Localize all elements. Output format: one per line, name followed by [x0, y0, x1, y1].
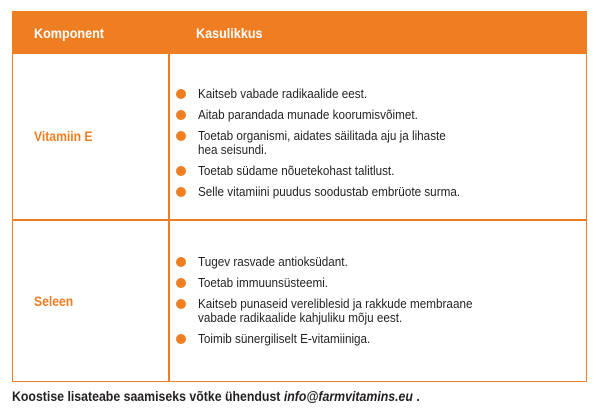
footer-period: .	[416, 388, 420, 404]
footer-text: Koostise lisateabe saamiseks võtke ühendust	[12, 388, 281, 404]
bullet-icon	[176, 278, 186, 288]
benefit-text: Toetab organismi, aidates säilitada aju ja lihaste hea seisundi.	[198, 128, 446, 157]
benefit-text: Kaitseb vabade radikaalide eest.	[198, 86, 368, 101]
benefit-item	[174, 332, 598, 346]
benefit-item	[174, 108, 598, 122]
bullet-icon	[176, 257, 186, 267]
ingredients-table	[12, 11, 587, 382]
benefit-text: Toetab südame nõuetekohast talitlust.	[198, 163, 395, 178]
benefit-list	[174, 255, 598, 353]
benefit-list	[174, 87, 598, 206]
benefit-text: Aitab parandada munade koorumisvõimet.	[198, 107, 418, 122]
component-name: Seleen	[34, 293, 74, 309]
benefit-item	[174, 87, 598, 101]
benefit-item	[174, 164, 598, 178]
benefit-item	[174, 276, 598, 290]
benefit-text: Kaitseb punaseid vereliblesid ja rakkude membraane vabade radikaalide kahjuliku mõju eest.	[198, 296, 473, 325]
header-benefit: Kasulikkus	[196, 25, 263, 41]
bullet-icon	[176, 166, 186, 176]
bullet-icon	[176, 131, 186, 141]
benefit-item	[174, 185, 598, 199]
bullet-icon	[176, 110, 186, 120]
benefit-text: Tugev rasvade antioksüdant.	[198, 254, 348, 269]
bullet-icon	[176, 299, 186, 309]
benefit-text: Toetab immuunsüsteemi.	[198, 275, 329, 290]
table-header	[13, 12, 586, 54]
table-row-selenium	[13, 221, 586, 381]
benefit-text: Selle vitamiini puudus soodustab embrüote surma.	[198, 184, 461, 199]
bullet-icon	[176, 334, 186, 344]
contact-email-link[interactable]: info@farmvitamins.eu	[283, 388, 413, 404]
contact-footer	[12, 388, 420, 404]
header-component: Komponent	[34, 25, 104, 41]
table-row-vitamin-e	[13, 54, 586, 219]
benefit-item	[174, 255, 598, 269]
component-name: Vitamiin E	[34, 129, 93, 144]
bullet-icon	[176, 187, 186, 197]
bullet-icon	[176, 89, 186, 99]
benefit-item	[174, 297, 598, 325]
benefit-text: Toimib sünergiliselt E-vitamiiniga.	[198, 331, 371, 346]
benefit-item	[174, 129, 598, 157]
